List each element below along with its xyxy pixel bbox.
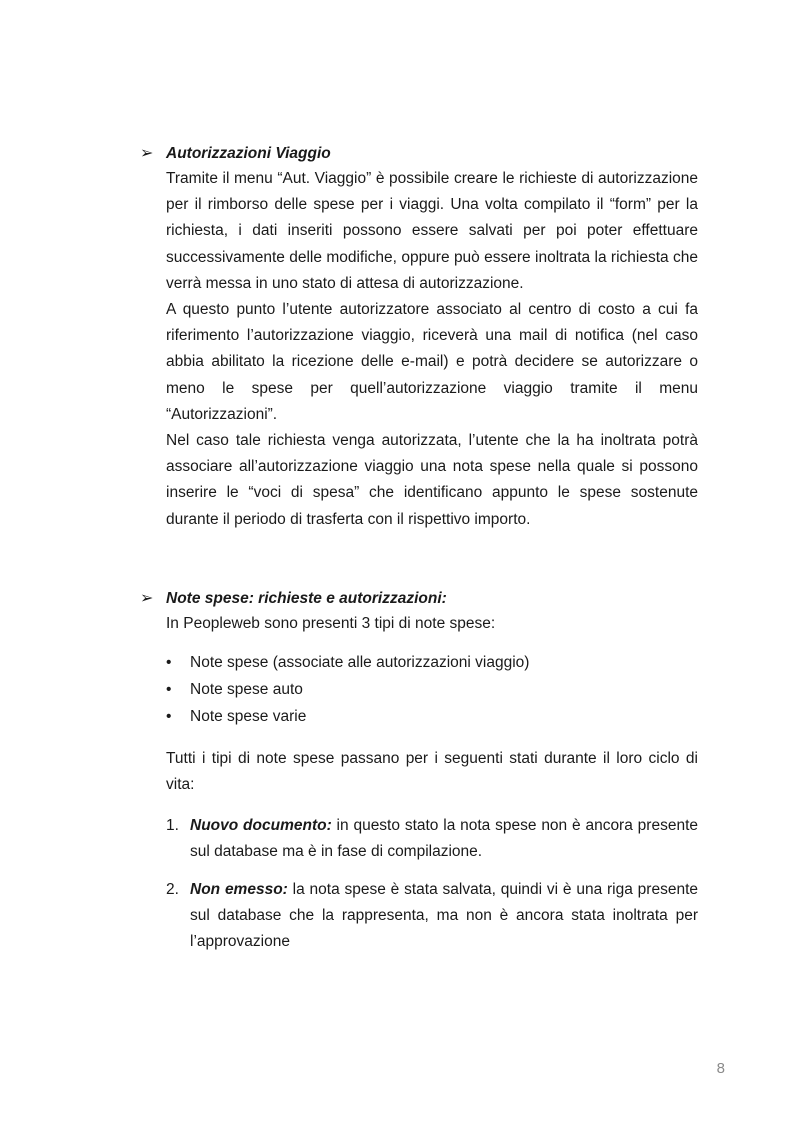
section-heading: Note spese: richieste e autorizzazioni: xyxy=(166,590,447,607)
section-heading-row xyxy=(140,587,700,611)
arrowhead-bullet-icon: ➢ xyxy=(140,590,154,607)
paragraph: Nel caso tale richiesta venga autorizzata, l’utente che la ha inoltrata potrà associare all’autorizzazione viaggio una nota spese nella quale si possono inserire le “voci di spesa” che identificano appunto le spese sostenute durante il periodo di trasferta con il rispettivo importo. xyxy=(166,432,698,528)
paragraph: A questo punto l’utente autorizzatore associato al centro di costo a cui fa riferimento l’autorizzazione viaggio, riceverà una mail di notifica (nel caso abbia abilitato la ricezione delle e-mail) e potrà decidere se autorizzare o meno le spese per quell’autorizzazione viaggio tramite il menu “Autorizzazioni”. xyxy=(166,301,698,423)
section-note-spese xyxy=(140,587,700,968)
page-number: 8 xyxy=(716,1060,725,1077)
state-term: Nuovo documento: xyxy=(190,816,332,834)
state-description: in questo stato la nota spese non è ancora presente sul database ma è in fase di compilazione. xyxy=(190,816,698,860)
list-item xyxy=(166,877,698,956)
list-item xyxy=(166,813,698,865)
bullet-list xyxy=(166,649,700,730)
section-body xyxy=(166,166,698,533)
list-item: • Note spese varie xyxy=(166,703,700,730)
numbered-list xyxy=(166,813,698,956)
section-body xyxy=(166,746,698,798)
section-autorizzazioni-viaggio xyxy=(140,142,700,533)
list-number: 2. xyxy=(166,881,179,899)
paragraph: Tutti i tipi di note spese passano per i seguenti stati durante il loro ciclo di vita: xyxy=(166,750,698,794)
section-body xyxy=(166,611,698,637)
paragraph: In Peopleweb sono presenti 3 tipi di note spese: xyxy=(166,615,496,632)
state-term: Non emesso: xyxy=(190,881,288,899)
arrowhead-bullet-icon: ➢ xyxy=(140,145,154,162)
list-item: • Note spese (associate alle autorizzazioni viaggio) xyxy=(166,649,700,676)
paragraph: Tramite il menu “Aut. Viaggio” è possibile creare le richieste di autorizzazione per il rimborso delle spese per i viaggi. Una volta compilato il “form” per la richiesta, i dati inseriti possono essere salvati per poi poter effettuare successivamente delle modifiche, oppure può essere inoltrata la richiesta che verrà messa in uno stato di attesa di autorizzazione. xyxy=(166,170,698,292)
list-number: 1. xyxy=(166,816,179,834)
section-heading: Autorizzazioni Viaggio xyxy=(166,145,331,162)
section-heading-row xyxy=(140,142,700,166)
state-description: la nota spese è stata salvata, quindi vi è una riga presente sul database che la rappresenta, ma non è ancora stata inoltrata per l’approvazione xyxy=(190,881,698,951)
list-item: • Note spese auto xyxy=(166,676,700,703)
